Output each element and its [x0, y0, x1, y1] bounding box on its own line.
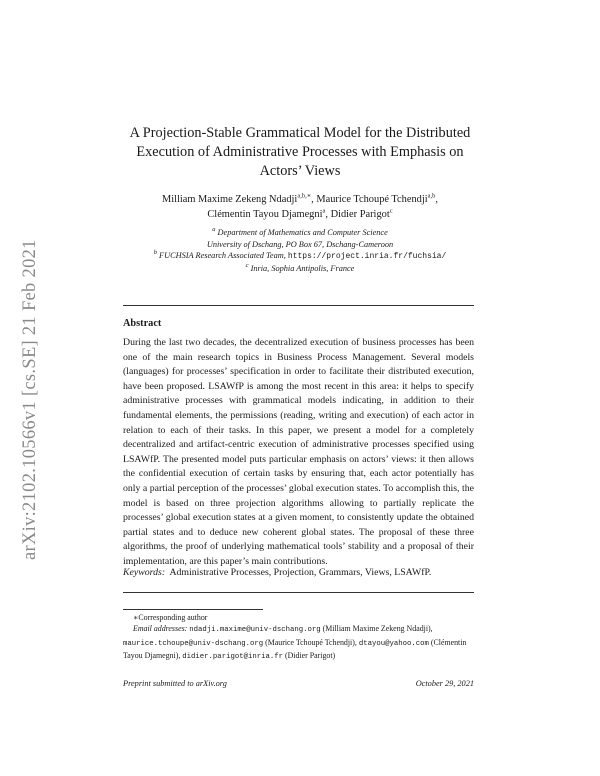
email-link[interactable]: ndadji.maxime@univ-dschang.org — [189, 626, 321, 635]
affiliation-text: Inria, Sophia Antipolis, France — [250, 263, 355, 273]
email-link[interactable]: maurice.tchoupe@univ-dschang.org — [123, 639, 264, 648]
email-link[interactable]: dtayou@yahoo.com — [358, 639, 429, 648]
author-name: Maurice Tchoupé Tchendji — [316, 194, 428, 205]
author-line-2 — [110, 207, 490, 222]
affiliation-mark: c — [245, 261, 249, 269]
author-name: Milliam Maxime Zekeng Ndadji — [161, 194, 298, 205]
footer-preprint-note: Preprint submitted to arXiv.org — [123, 679, 227, 688]
affiliation-mark: b — [153, 249, 157, 257]
author-separator: , — [311, 194, 317, 205]
author-name: Clémentin Tayou Djamegni — [207, 209, 323, 220]
author-affiliation-mark: c — [389, 207, 393, 215]
footer-date: October 29, 2021 — [415, 679, 474, 688]
abstract-top-rule — [123, 305, 474, 306]
keywords — [123, 567, 474, 578]
arxiv-identifier: arXiv:2102.10566v1 [cs.SE] 21 Feb 2021 — [20, 239, 40, 560]
email-owner: (Maurice Tchoupé Tchendji), — [265, 637, 357, 647]
author-affiliation-mark: a,b,∗ — [297, 192, 312, 200]
footnote-corresponding: ∗Corresponding author — [133, 613, 208, 622]
footnote-rule — [123, 609, 263, 610]
title-line-2: Execution of Administrative Processes with Emphasis on — [136, 144, 464, 160]
author-affiliation-mark: a,b — [427, 192, 436, 200]
keywords-text: Administrative Processes, Projection, Grammars, Views, LSAWfP. — [169, 567, 432, 578]
author-separator: , — [325, 209, 331, 220]
email-owner: (Milliam Maxime Zekeng Ndadji), — [322, 624, 433, 634]
page-footer — [123, 679, 474, 688]
author-line-1 — [110, 192, 490, 207]
affiliation-a-address: University of Dschang, PO Box 67, Dschang-Cameroon — [206, 239, 394, 249]
email-owner: (Clémentin Tayou Djamegni), — [123, 637, 467, 660]
footnote-emails — [123, 623, 474, 663]
author-separator: , — [435, 194, 438, 205]
footnotes — [123, 612, 474, 663]
keywords-label: Keywords: — [123, 567, 166, 578]
email-link[interactable]: didier.parigot@inria.fr — [182, 652, 283, 661]
affiliation-c — [110, 263, 490, 275]
title-line-3: Actors’ Views — [259, 163, 341, 179]
affiliation-text: Department of Mathematics and Computer Science — [217, 228, 388, 237]
email-owner: (Didier Parigot) — [284, 650, 336, 660]
author-list — [110, 192, 490, 222]
abstract-heading: Abstract — [123, 318, 162, 329]
paper-title — [110, 124, 490, 181]
abstract-body: During the last two decades, the decentralized execution of business processes has been one of the main research topics in Business Process Management. Several models (languages) for processes’ specification in order to facilitate their distributed execution, have been proposed. LSAWfP is among the most recent in this area: it helps to specify administrative processes with grammatical models indicating, in addition to their fundamental elements, the permissions (reading, writing and execution) of each actor in relation to each of their tasks. In this paper, we present a model for a completely decentralized and artifact-centric execution of administrative processes specified using LSAWfP. The presented model puts particular emphasis on actors’ views: it then allows the confidential execution of certain tasks by ensuring that, each actor potentially has only a partial perception of the processes’ global execution states. To accomplish this, the model is based on three projection algorithms allowing to partially replicate the processes’ global execution states at a given moment, to consistently update the obtained partial states and to deduce new coherent global states. The proposal of these three algorithms, the proof of underlying mathematical tools’ stability and a proposal of their implementation, are this paper’s main contributions. — [123, 337, 474, 567]
affiliation-url[interactable]: https://project.inria.fr/fuchsia/ — [287, 252, 447, 261]
author-affiliation-mark: a — [322, 207, 326, 215]
author-name: Didier Parigot — [330, 209, 390, 220]
affiliation-b — [110, 250, 490, 263]
abstract-bottom-rule — [123, 592, 474, 593]
email-label: Email addresses: — [133, 624, 188, 634]
title-line-1: A Projection-Stable Grammatical Model for the Distributed — [129, 125, 471, 141]
affiliations — [110, 227, 490, 274]
affiliation-a — [110, 227, 490, 239]
affiliation-text: FUCHSIA Research Associated Team, — [159, 251, 286, 260]
affiliation-mark: a — [212, 226, 216, 234]
